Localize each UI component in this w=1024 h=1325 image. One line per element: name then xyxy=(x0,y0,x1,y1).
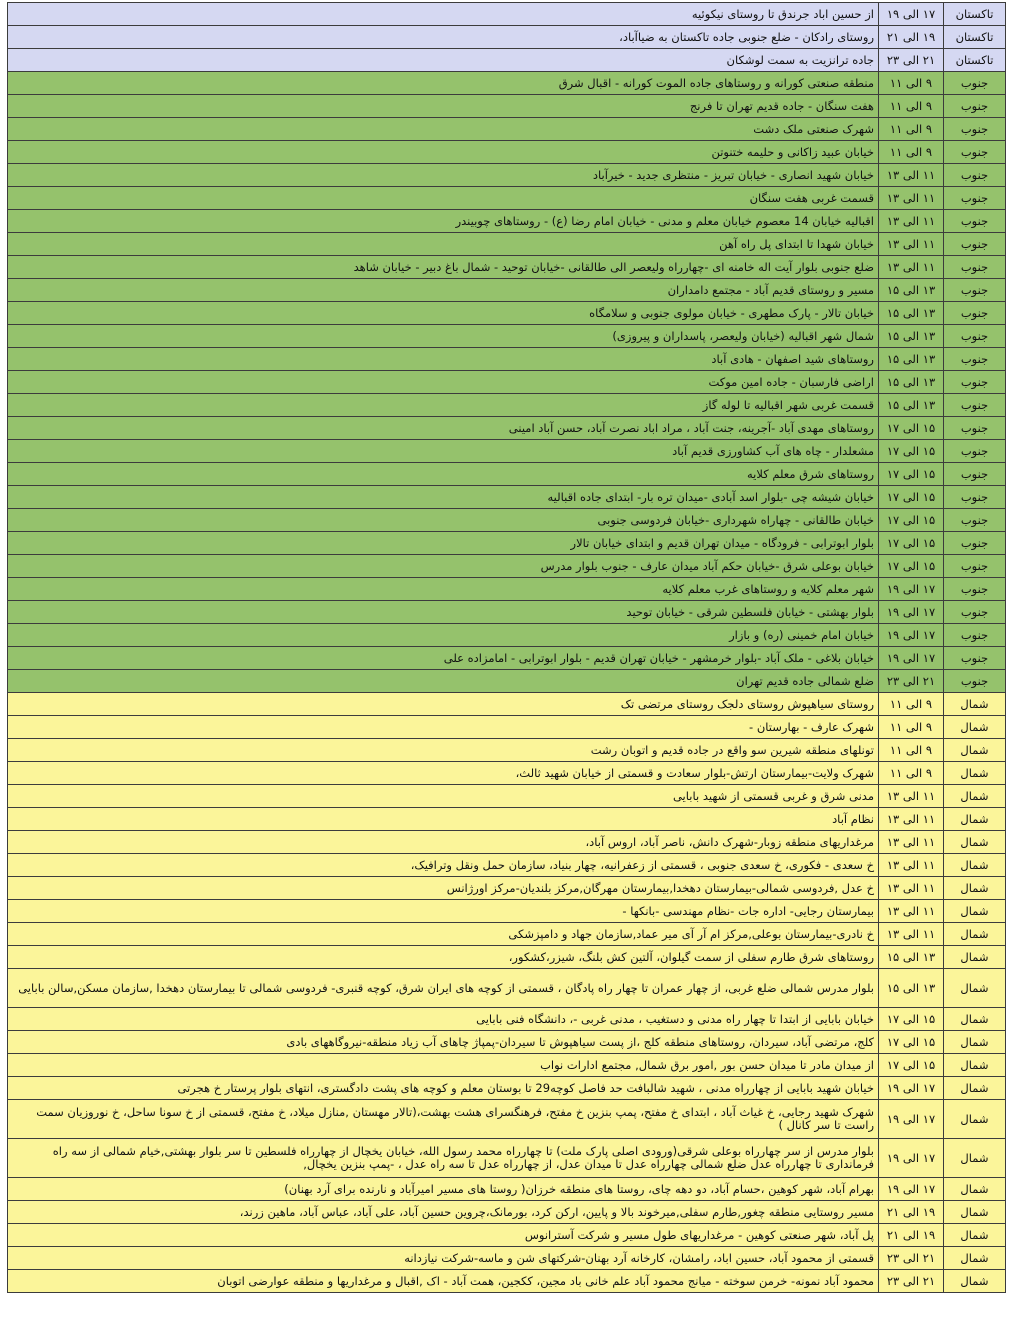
time-cell: ۱۵ الی ۱۷ xyxy=(879,417,944,440)
area-cell: شهرک ولایت-بیمارستان ارتش-بلوار سعادت و قسمتی از خیابان شهید ثالث، xyxy=(8,762,879,785)
time-cell: ۱۱ الی ۱۳ xyxy=(879,808,944,831)
table-row xyxy=(8,1100,1006,1139)
table-row xyxy=(8,509,1006,532)
area-cell: خیابان شهید بابایی از چهارراه مدنی ، شهید شالبافت حد فاصل کوچه29 تا بوستان معلم و کوچه های پشت دادگستری، انتهای بلوار پرستار خ هجرتی xyxy=(8,1077,879,1100)
region-cell: شمال xyxy=(944,1178,1006,1201)
area-cell: پل آباد، شهر صنعتی کوهین - مرغداریهای طول مسیر و شرکت آسترانوس xyxy=(8,1224,879,1247)
table-row xyxy=(8,1054,1006,1077)
area-cell: بلوار بهشتی - خیابان فلسطین شرقی - خیابان توحید xyxy=(8,601,879,624)
region-cell: جنوب xyxy=(944,348,1006,371)
table-row xyxy=(8,325,1006,348)
time-cell: ۱۵ الی ۱۷ xyxy=(879,509,944,532)
table-row xyxy=(8,233,1006,256)
time-cell: ۱۱ الی ۱۳ xyxy=(879,785,944,808)
table-row xyxy=(8,302,1006,325)
region-cell: جنوب xyxy=(944,509,1006,532)
table-row xyxy=(8,647,1006,670)
region-cell: جنوب xyxy=(944,463,1006,486)
area-cell: خیابان بابایی از ابتدا تا چهار راه مدنی و دستغیب ، مدنی غربی -، دانشگاه فنی بابایی xyxy=(8,1008,879,1031)
area-cell: شهرک عارف - بهارستان - xyxy=(8,716,879,739)
region-cell: شمال xyxy=(944,969,1006,1008)
area-cell: منطقه صنعتی کورانه و روستاهای جاده الموت کورانه - اقبال شرق xyxy=(8,72,879,95)
table-row xyxy=(8,417,1006,440)
time-cell: ۱۱ الی ۱۳ xyxy=(879,187,944,210)
time-cell: ۱۵ الی ۱۷ xyxy=(879,486,944,509)
time-cell: ۹ الی ۱۱ xyxy=(879,762,944,785)
time-cell: ۱۷ الی ۱۹ xyxy=(879,1077,944,1100)
area-cell: خ سعدی - فکوری، خ سعدی جنوبی ، قسمتی از زعفرانیه، چهار بنیاد، سازمان حمل ونقل وترافیک، xyxy=(8,854,879,877)
table-row xyxy=(8,394,1006,417)
region-cell: جنوب xyxy=(944,302,1006,325)
area-cell: بیمارستان رجایی- اداره جات -نظام مهندسی -بانکها - xyxy=(8,900,879,923)
table-row xyxy=(8,1201,1006,1224)
area-cell: جاده ترانزیت به سمت لوشکان xyxy=(8,49,879,72)
region-cell: جنوب xyxy=(944,486,1006,509)
time-cell: ۱۹ الی ۲۱ xyxy=(879,1201,944,1224)
region-cell: جنوب xyxy=(944,187,1006,210)
table-row xyxy=(8,256,1006,279)
area-cell: هفت سنگان - جاده قدیم تهران تا فرنج xyxy=(8,95,879,118)
region-cell: شمال xyxy=(944,1031,1006,1054)
region-cell: جنوب xyxy=(944,670,1006,693)
area-cell: خیابان طالقانی - چهاراه شهرداری -خیابان فردوسی جنوبی xyxy=(8,509,879,532)
region-cell: شمال xyxy=(944,808,1006,831)
area-cell: بلوار مدرس از سر چهارراه بوعلی شرقی(ورودی اصلی پارک ملت) تا چهارراه محمد رسول الله، خیابان یخچال از چهارراه فلسطین تا سر بلوار بهشتی,خیام شمالی از سه راه فرمانداری تا چهارراه عدل ضلع شمالی چهارراه عدل تا میدان عدل، از چهارراه عدل تا سه راه عدل ، -پمپ بنزین یخچال, xyxy=(8,1139,879,1178)
area-cell: خیابان عبید زاکانی و حلیمه ختنوتن xyxy=(8,141,879,164)
area-cell: محمود آباد نمونه- خرمن سوخته - میانج محمود آباد علم خانی باد مجین، ککجین، همت آباد - اک ,اقبال و مرغداریها و منطقه عوارضی اتوبان xyxy=(8,1270,879,1293)
time-cell: ۱۳ الی ۱۵ xyxy=(879,371,944,394)
time-cell: ۱۷ الی ۱۹ xyxy=(879,1178,944,1201)
area-cell: خیابان بلاغی - ملک آباد -بلوار خرمشهر - خیابان تهران قدیم - بلوار ابوترابی - امامزاده علی xyxy=(8,647,879,670)
region-cell: جنوب xyxy=(944,141,1006,164)
region-cell: شمال xyxy=(944,877,1006,900)
time-cell: ۲۱ الی ۲۳ xyxy=(879,49,944,72)
time-cell: ۱۱ الی ۱۳ xyxy=(879,900,944,923)
area-cell: روستای سیاهپوش روستای دلجک روستای مرتضی تک xyxy=(8,693,879,716)
table-row xyxy=(8,187,1006,210)
area-cell: اراضی فارسبان - جاده امین موکت xyxy=(8,371,879,394)
table-row xyxy=(8,670,1006,693)
time-cell: ۱۷ الی ۱۹ xyxy=(879,601,944,624)
time-cell: ۱۳ الی ۱۵ xyxy=(879,302,944,325)
region-cell: شمال xyxy=(944,1247,1006,1270)
table-row xyxy=(8,762,1006,785)
time-cell: ۹ الی ۱۱ xyxy=(879,716,944,739)
area-cell: شهر معلم کلایه و روستاهای غرب معلم کلایه xyxy=(8,578,879,601)
time-cell: ۱۱ الی ۱۳ xyxy=(879,210,944,233)
region-cell: شمال xyxy=(944,693,1006,716)
table-row xyxy=(8,72,1006,95)
area-cell: مدنی شرق و غربی قسمتی از شهید بابایی xyxy=(8,785,879,808)
region-cell: شمال xyxy=(944,1270,1006,1293)
table-row xyxy=(8,1031,1006,1054)
table-row xyxy=(8,371,1006,394)
time-cell: ۱۷ الی ۱۹ xyxy=(879,647,944,670)
time-cell: ۱۱ الی ۱۳ xyxy=(879,233,944,256)
region-cell: شمال xyxy=(944,716,1006,739)
region-cell: شمال xyxy=(944,1224,1006,1247)
time-cell: ۱۳ الی ۱۵ xyxy=(879,279,944,302)
time-cell: ۹ الی ۱۱ xyxy=(879,141,944,164)
outage-schedule-table xyxy=(7,2,1006,1293)
area-cell: تونلهای منطقه شیرین سو واقع در جاده قدیم و اتوبان رشت xyxy=(8,739,879,762)
time-cell: ۲۱ الی ۲۳ xyxy=(879,670,944,693)
region-cell: شمال xyxy=(944,1100,1006,1139)
region-cell: جنوب xyxy=(944,325,1006,348)
region-cell: شمال xyxy=(944,854,1006,877)
region-cell: جنوب xyxy=(944,118,1006,141)
area-cell: خیابان بوعلی شرق -خیابان حکم آباد میدان عارف - جنوب بلوار مدرس xyxy=(8,555,879,578)
region-cell: جنوب xyxy=(944,72,1006,95)
time-cell: ۱۵ الی ۱۷ xyxy=(879,1008,944,1031)
table-row xyxy=(8,1008,1006,1031)
region-cell: جنوب xyxy=(944,279,1006,302)
time-cell: ۱۹ الی ۲۱ xyxy=(879,26,944,49)
table-row xyxy=(8,532,1006,555)
table-row xyxy=(8,26,1006,49)
time-cell: ۱۱ الی ۱۳ xyxy=(879,877,944,900)
area-cell: روستاهای شید اصفهان - هادی آباد xyxy=(8,348,879,371)
area-cell: مشعلدار - چاه های آب کشاورزی قدیم آباد xyxy=(8,440,879,463)
region-cell: جنوب xyxy=(944,256,1006,279)
time-cell: ۱۵ الی ۱۷ xyxy=(879,1031,944,1054)
region-cell: جنوب xyxy=(944,394,1006,417)
area-cell: روستاهای شرق معلم کلایه xyxy=(8,463,879,486)
table-row xyxy=(8,624,1006,647)
table-row xyxy=(8,210,1006,233)
table-row xyxy=(8,854,1006,877)
region-cell: شمال xyxy=(944,900,1006,923)
region-cell: شمال xyxy=(944,946,1006,969)
region-cell: شمال xyxy=(944,1077,1006,1100)
region-cell: شمال xyxy=(944,1201,1006,1224)
table-row xyxy=(8,279,1006,302)
region-cell: شمال xyxy=(944,831,1006,854)
time-cell: ۹ الی ۱۱ xyxy=(879,739,944,762)
table-row xyxy=(8,3,1006,26)
region-cell: جنوب xyxy=(944,578,1006,601)
region-cell: تاکستان xyxy=(944,26,1006,49)
table-row xyxy=(8,348,1006,371)
time-cell: ۱۳ الی ۱۵ xyxy=(879,969,944,1008)
time-cell: ۱۱ الی ۱۳ xyxy=(879,164,944,187)
table-row xyxy=(8,900,1006,923)
time-cell: ۹ الی ۱۱ xyxy=(879,95,944,118)
region-cell: جنوب xyxy=(944,555,1006,578)
table-row xyxy=(8,946,1006,969)
area-cell: از حسین اباد جرندق تا روستای نیکوئیه xyxy=(8,3,879,26)
area-cell: قسمت غربی شهر اقبالیه تا لوله گاز xyxy=(8,394,879,417)
time-cell: ۱۱ الی ۱۳ xyxy=(879,831,944,854)
area-cell: مسیر و روستای قدیم آباد - مجتمع دامداران xyxy=(8,279,879,302)
table-row xyxy=(8,1270,1006,1293)
area-cell: خیابان تالار - پارک مطهری - خیابان مولوی جنوبی و سلامگاه xyxy=(8,302,879,325)
area-cell: بلوار ابوترابی - فرودگاه - میدان تهران قدیم و ابتدای خیابان تالار xyxy=(8,532,879,555)
area-cell: خیابان شهدا تا ابتدای پل راه آهن xyxy=(8,233,879,256)
time-cell: ۱۳ الی ۱۵ xyxy=(879,348,944,371)
table-row xyxy=(8,693,1006,716)
schedule-rows xyxy=(8,3,1006,1293)
time-cell: ۱۷ الی ۱۹ xyxy=(879,1100,944,1139)
area-cell: شمال شهر اقبالیه (خیابان ولیعصر، پاسداران و پیروزی) xyxy=(8,325,879,348)
table-row xyxy=(8,463,1006,486)
area-cell: خیابان شیشه چی -بلوار اسد آبادی -میدان تره بار- ابتدای جاده اقبالیه xyxy=(8,486,879,509)
region-cell: جنوب xyxy=(944,624,1006,647)
time-cell: ۹ الی ۱۱ xyxy=(879,72,944,95)
time-cell: ۲۱ الی ۲۳ xyxy=(879,1247,944,1270)
table-row xyxy=(8,1077,1006,1100)
table-row xyxy=(8,578,1006,601)
region-cell: شمال xyxy=(944,923,1006,946)
time-cell: ۲۱ الی ۲۳ xyxy=(879,1270,944,1293)
region-cell: جنوب xyxy=(944,601,1006,624)
area-cell: مسیر روستایی منطقه چغور,طارم سفلی,میرخوند بالا و پایین، ارکن کرد، بورمانک،چروین حسین آباد، علی آباد، عباس آباد، ماهین زرند، xyxy=(8,1201,879,1224)
time-cell: ۱۱ الی ۱۳ xyxy=(879,923,944,946)
area-cell: از میدان مادر تا میدان حسن بور ,امور برق شمال, مجتمع ادارات نواب xyxy=(8,1054,879,1077)
area-cell: روستاهای مهدی آباد -آجرینه، جنت آباد ، مراد اباد نصرت آباد، حسن آباد امینی xyxy=(8,417,879,440)
region-cell: جنوب xyxy=(944,233,1006,256)
time-cell: ۱۱ الی ۱۳ xyxy=(879,854,944,877)
region-cell: جنوب xyxy=(944,164,1006,187)
time-cell: ۱۷ الی ۱۹ xyxy=(879,1139,944,1178)
area-cell: ضلع جنوبی بلوار آیت اله خامنه ای -چهارراه ولیعصر الی طالقانی -خیابان توحید - شمال باغ دبیر - خیابان شاهد xyxy=(8,256,879,279)
table-row xyxy=(8,1247,1006,1270)
region-cell: جنوب xyxy=(944,532,1006,555)
area-cell: روستاهای شرق طارم سفلی از سمت گیلوان، آلتین کش بلنگ، شیزر،کشکور، xyxy=(8,946,879,969)
table-row xyxy=(8,808,1006,831)
region-cell: شمال xyxy=(944,739,1006,762)
area-cell: خ نادری-بیمارستان بوعلی,مرکز ام آر آی میر عماد,سازمان جهاد و دامپزشکی xyxy=(8,923,879,946)
table-row xyxy=(8,164,1006,187)
table-row xyxy=(8,1139,1006,1178)
area-cell: خیابان امام خمینی (ره) و بازار xyxy=(8,624,879,647)
time-cell: ۱۳ الی ۱۵ xyxy=(879,325,944,348)
region-cell: جنوب xyxy=(944,440,1006,463)
area-cell: ضلع شمالی جاده قدیم تهران xyxy=(8,670,879,693)
time-cell: ۱۵ الی ۱۷ xyxy=(879,440,944,463)
table-row xyxy=(8,95,1006,118)
area-cell: نظام آباد xyxy=(8,808,879,831)
area-cell: روستای رادکان - ضلع جنوبی جاده تاکستان به ضیاآباد، xyxy=(8,26,879,49)
area-cell: بلوار مدرس شمالی ضلع غربی، از چهار عمران تا چهار راه پادگان ، قسمتی از کوچه های ایران شرق، کوچه قنبری- فردوسی شمالی تا بیمارستان دهخدا ,سازمان مسکن,سالن بابایی xyxy=(8,969,879,1008)
time-cell: ۱۵ الی ۱۷ xyxy=(879,555,944,578)
region-cell: تاکستان xyxy=(944,3,1006,26)
table-row xyxy=(8,1224,1006,1247)
region-cell: جنوب xyxy=(944,417,1006,440)
area-cell: کلج، مرتضی آباد، سیردان، روستاهای منطقه کلج ،از پست سیاهپوش تا سیردان-پمپاژ چاهای آب زیاد منطقه-نیروگاههای بادی xyxy=(8,1031,879,1054)
area-cell: قسمت غربی هفت سنگان xyxy=(8,187,879,210)
time-cell: ۹ الی ۱۱ xyxy=(879,693,944,716)
time-cell: ۱۵ الی ۱۷ xyxy=(879,532,944,555)
area-cell: اقبالیه خیابان 14 معصوم خیابان معلم و مدنی - خیابان امام رضا (ع) - روستاهای چوبیندر xyxy=(8,210,879,233)
table-row xyxy=(8,716,1006,739)
table-row xyxy=(8,831,1006,854)
region-cell: شمال xyxy=(944,1008,1006,1031)
table-row xyxy=(8,440,1006,463)
table-row xyxy=(8,785,1006,808)
region-cell: شمال xyxy=(944,785,1006,808)
region-cell: شمال xyxy=(944,1054,1006,1077)
table-row xyxy=(8,969,1006,1008)
region-cell: جنوب xyxy=(944,647,1006,670)
table-row xyxy=(8,1178,1006,1201)
table-row xyxy=(8,118,1006,141)
region-cell: جنوب xyxy=(944,95,1006,118)
area-cell: شهرک شهید رجایی، خ غیاث آباد ، ابتدای خ مفتح، پمپ بنزین خ مفتح، فرهنگسرای هشت بهشت،(تالار مهستان ,منازل میلاد، خ مفتح، قسمتی از خ سونا ساحل، خ نوروزیان سمت راست تا سر کانال ) xyxy=(8,1100,879,1139)
area-cell: خیابان شهید انصاری - خیابان تبریز - منتظری جدید - خیرآباد xyxy=(8,164,879,187)
table-row xyxy=(8,923,1006,946)
region-cell: شمال xyxy=(944,762,1006,785)
area-cell: قسمتی از محمود آباد، حسین اباد، رامشان، کارخانه آرد بهنان-شرکتهای شن و ماسه-شرکت نیازدانه xyxy=(8,1247,879,1270)
time-cell: ۱۳ الی ۱۵ xyxy=(879,394,944,417)
time-cell: ۱۷ الی ۱۹ xyxy=(879,3,944,26)
time-cell: ۱۵ الی ۱۷ xyxy=(879,463,944,486)
table-row xyxy=(8,555,1006,578)
time-cell: ۱۳ الی ۱۵ xyxy=(879,946,944,969)
table-row xyxy=(8,877,1006,900)
area-cell: مرغداریهای منطقه زوبار-شهرک دانش، ناصر آباد، اروس آباد، xyxy=(8,831,879,854)
area-cell: خ عدل ,فردوسی شمالی-بیمارستان دهخدا,بیمارستان مهرگان,مرکز بلندیان-مرکز اورژانس xyxy=(8,877,879,900)
table-row xyxy=(8,486,1006,509)
region-cell: جنوب xyxy=(944,371,1006,394)
time-cell: ۱۷ الی ۱۹ xyxy=(879,624,944,647)
time-cell: ۱۷ الی ۱۹ xyxy=(879,578,944,601)
region-cell: شمال xyxy=(944,1139,1006,1178)
region-cell: تاکستان xyxy=(944,49,1006,72)
table-row xyxy=(8,49,1006,72)
table-row xyxy=(8,739,1006,762)
table-row xyxy=(8,601,1006,624)
time-cell: ۱۱ الی ۱۳ xyxy=(879,256,944,279)
region-cell: جنوب xyxy=(944,210,1006,233)
table-row xyxy=(8,141,1006,164)
time-cell: ۱۹ الی ۲۱ xyxy=(879,1224,944,1247)
time-cell: ۹ الی ۱۱ xyxy=(879,118,944,141)
area-cell: شهرک صنعتی ملک دشت xyxy=(8,118,879,141)
time-cell: ۱۵ الی ۱۷ xyxy=(879,1054,944,1077)
area-cell: بهرام آباد، شهر کوهین ،حسام آباد، دو دهه چای، روستا های منطقه خرزان( روستا های مسیر امیرآباد و نارنده برای آرد بهنان) xyxy=(8,1178,879,1201)
